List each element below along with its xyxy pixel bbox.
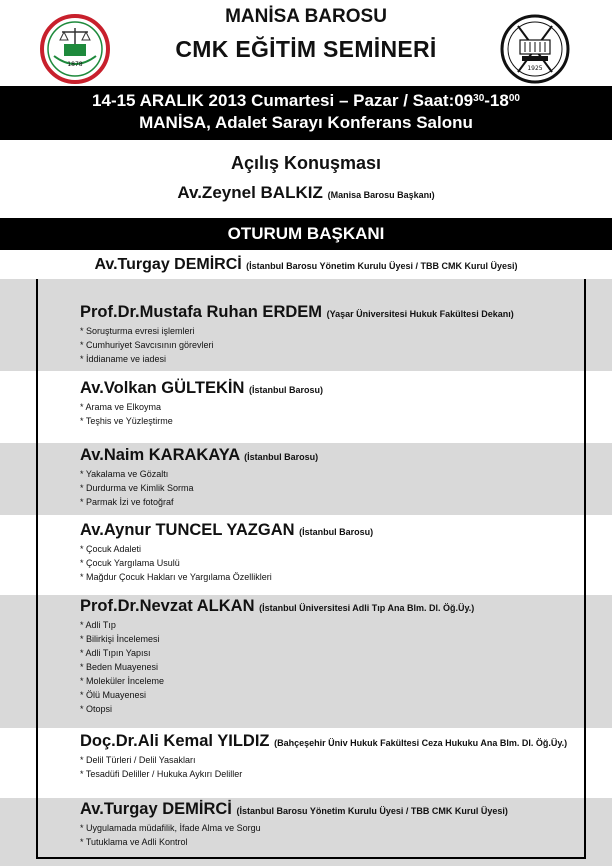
topic-item: * Durdurma ve Kimlik Sorma [80, 483, 194, 493]
end-hour: -18 [484, 91, 509, 110]
opening-title: Açılış Konuşması [230, 153, 382, 173]
speaker-affiliation: (İstanbul Üniversitesi Adli Tıp Ana Blm. Dl. Öğ.Üy.) [259, 603, 475, 613]
topic-item: * İddianame ve iadesi [80, 354, 167, 364]
start-minutes: 30 [473, 93, 485, 104]
opening-speaker [0, 180, 612, 206]
topic-item: * Çocuk Adaleti [80, 544, 142, 554]
page-title: CMK EĞİTİM SEMİNERİ [175, 36, 437, 62]
topic-item: * Cumhuriyet Savcısının görevleri [80, 340, 214, 350]
opening-speaker-affiliation: (Manisa Barosu Başkanı) [327, 190, 435, 200]
topic-item: * Parmak İzi ve fotoğraf [80, 497, 174, 507]
chair-affiliation: (İstanbul Barosu Yönetim Kurulu Üyesi / TBB CMK Kurul Üyesi) [246, 261, 518, 271]
speaker-name: Av.Turgay DEMİRCİ [80, 800, 232, 818]
header [0, 0, 612, 86]
topic-item: * Bilirkişi İncelemesi [80, 634, 160, 644]
speaker-affiliation: (İstanbul Barosu) [244, 452, 319, 462]
manisa-barosu-seal-icon [500, 14, 570, 84]
topic-item: * Ölü Muayenesi [80, 690, 147, 700]
topic-item: * Adli Tıp [80, 620, 116, 630]
topic-item: * Teşhis ve Yüzleştirme [80, 416, 173, 426]
end-minutes: 00 [508, 93, 520, 104]
seal-year-right: 1925 [527, 65, 543, 72]
speaker-name: Doç.Dr.Ali Kemal YILDIZ [80, 732, 270, 750]
topic-item: * Delil Türleri / Delil Yasakları [80, 755, 196, 765]
speaker-affiliation: (Yaşar Üniversitesi Hukuk Fakültesi Dekanı) [326, 309, 514, 319]
topic-item: * Moleküler İnceleme [80, 676, 165, 686]
seal-year-left: 1878 [67, 61, 83, 68]
opening-speaker-name: Av.Zeynel BALKIZ [177, 183, 323, 202]
date-text: 14-15 ARALIK 2013 Cumartesi – Pazar / Saat:09 [92, 91, 474, 110]
speaker-affiliation: (İstanbul Barosu) [249, 385, 324, 395]
chair-person [0, 252, 612, 279]
speaker-name: Prof.Dr.Nevzat ALKAN [80, 597, 255, 615]
speaker-affiliation: (Bahçeşehir Üniv Hukuk Fakültesi Ceza Hukuku Ana Blm. Dl. Öğ.Üy.) [274, 738, 568, 748]
venue-line: MANİSA, Adalet Sarayı Konferans Salonu [139, 113, 473, 132]
topic-item: * Mağdur Çocuk Hakları ve Yargılama Özellikleri [80, 572, 272, 582]
date-banner [0, 86, 612, 140]
program-frame [36, 279, 586, 859]
topic-item: * Arama ve Elkoyma [80, 402, 162, 412]
speaker-affiliation: (İstanbul Barosu) [299, 527, 374, 537]
speaker-name: Prof.Dr.Mustafa Ruhan ERDEM [80, 303, 323, 321]
topic-item: * Beden Muayenesi [80, 662, 159, 672]
topic-item: * Uygulamada müdafilik, İfade Alma ve Sorgu [80, 823, 261, 833]
chair-name: Av.Turgay DEMİRCİ [94, 256, 242, 273]
topic-item: * Tesadüfi Deliller / Hukuka Aykırı Deliller [80, 769, 243, 779]
topic-item: * Adli Tıpın Yapısı [80, 648, 151, 658]
speaker-name: Av.Volkan GÜLTEKİN [80, 379, 245, 397]
topic-item: * Soruşturma evresi işlemleri [80, 326, 195, 336]
speaker-name: Av.Aynur TUNCEL YAZGAN [80, 521, 295, 539]
topic-item: * Çocuk Yargılama Usulü [80, 558, 180, 568]
speaker-affiliation: (İstanbul Barosu Yönetim Kurulu Üyesi / TBB CMK Kurul Üyesi) [236, 806, 508, 816]
topic-item: * Otopsi [80, 704, 113, 714]
speaker-name: Av.Naim KARAKAYA [80, 446, 240, 464]
topic-item: * Yakalama ve Gözaltı [80, 469, 169, 479]
organization-name: MANİSA BAROSU [225, 6, 387, 27]
date-time-line [0, 86, 612, 112]
topic-item: * Tutuklama ve Adli Kontrol [80, 837, 188, 847]
opening-section [0, 150, 612, 206]
chair-heading: OTURUM BAŞKANI [0, 218, 612, 250]
